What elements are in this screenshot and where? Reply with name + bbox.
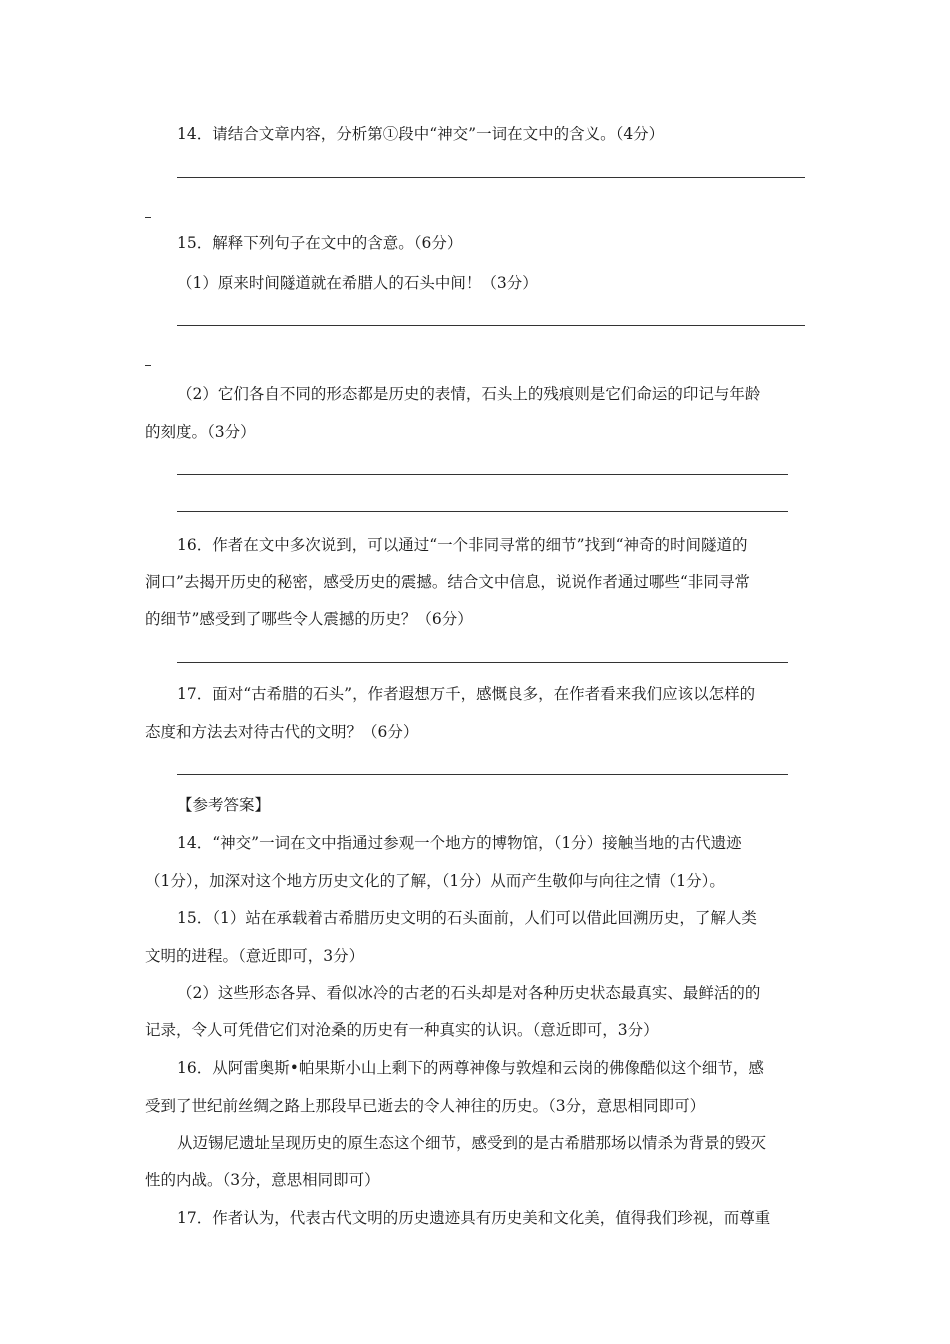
answer-15-2-line-1: （2）这些形态各异、看似冰冷的古老的石头却是对各种历史状态最真实、最鲜活的的 xyxy=(177,984,761,1002)
answer-line-stub xyxy=(145,217,151,218)
question-16-line-1: 16．作者在文中多次说到，可以通过“一个非同寻常的细节”找到“神奇的时间隧道的 xyxy=(177,536,748,554)
question-14: 14．请结合文章内容，分析第①段中“神交”一词在文中的含义。（4分） xyxy=(177,125,665,143)
question-15-2-line-1: （2）它们各自不同的形态都是历史的表情，石头上的残痕则是它们命运的印记与年龄 xyxy=(177,385,761,403)
answer-line xyxy=(177,474,788,475)
question-15-2-line-2: 的刻度。（3分） xyxy=(145,423,256,441)
answer-line xyxy=(177,325,805,326)
question-15-1: （1）原来时间隧道就在希腊人的石头中间！（3分） xyxy=(177,274,538,292)
answer-line xyxy=(177,511,788,512)
answer-15-1-line-1: 15．（1）站在承载着古希腊历史文明的石头面前，人们可以借此回溯历史，了解人类 xyxy=(177,909,757,927)
answer-16-1-line-1: 16．从阿雷奥斯•帕果斯小山上剩下的两尊神像与敦煌和云岗的佛像酷似这个细节，感 xyxy=(177,1059,764,1077)
answer-16-2-line-2: 性的内战。（3分，意思相同即可） xyxy=(145,1171,380,1189)
answer-15-1-line-2: 文明的进程。（意近即可，3分） xyxy=(145,947,365,965)
question-16-line-2: 洞口”去揭开历史的秘密，感受历史的震撼。结合文中信息，说说作者通过哪些“非同寻常 xyxy=(145,573,750,591)
answer-line xyxy=(177,662,788,663)
question-17-line-1: 17．面对“古希腊的石头”，作者遐想万千，感慨良多，在作者看来我们应该以怎样的 xyxy=(177,685,756,703)
answer-17-line-1: 17．作者认为，代表古代文明的历史遗迹具有历史美和文化美，值得我们珍视，而尊重 xyxy=(177,1209,771,1227)
answer-14-line-1: 14．“神交”一词在文中指通过参观一个地方的博物馆，（1分）接触当地的古代遗迹 xyxy=(177,834,742,852)
answers-heading: 【参考答案】 xyxy=(177,796,271,814)
answer-14-line-2: （1分），加深对这个地方历史文化的了解，（1分）从而产生敬仰与向往之情（1分）。 xyxy=(145,872,725,890)
answer-line xyxy=(177,774,788,775)
question-16-line-3: 的细节”感受到了哪些令人震撼的历史？（6分） xyxy=(145,610,473,628)
answer-16-2-line-1: 从迈锡尼遗址呈现历史的原生态这个细节，感受到的是古希腊那场以情杀为背景的毁灭 xyxy=(177,1134,767,1152)
question-15: 15．解释下列句子在文中的含意。（6分） xyxy=(177,234,463,252)
answer-line-stub xyxy=(145,365,151,366)
answer-line xyxy=(177,177,805,178)
answer-15-2-line-2: 记录，令人可凭借它们对沧桑的历史有一种真实的认识。（意近即可，3分） xyxy=(145,1021,659,1039)
answer-16-1-line-2: 受到了世纪前丝绸之路上那段早已逝去的令人神往的历史。（3分，意思相同即可） xyxy=(145,1097,706,1115)
question-17-line-2: 态度和方法去对待古代的文明？（6分） xyxy=(145,723,419,741)
